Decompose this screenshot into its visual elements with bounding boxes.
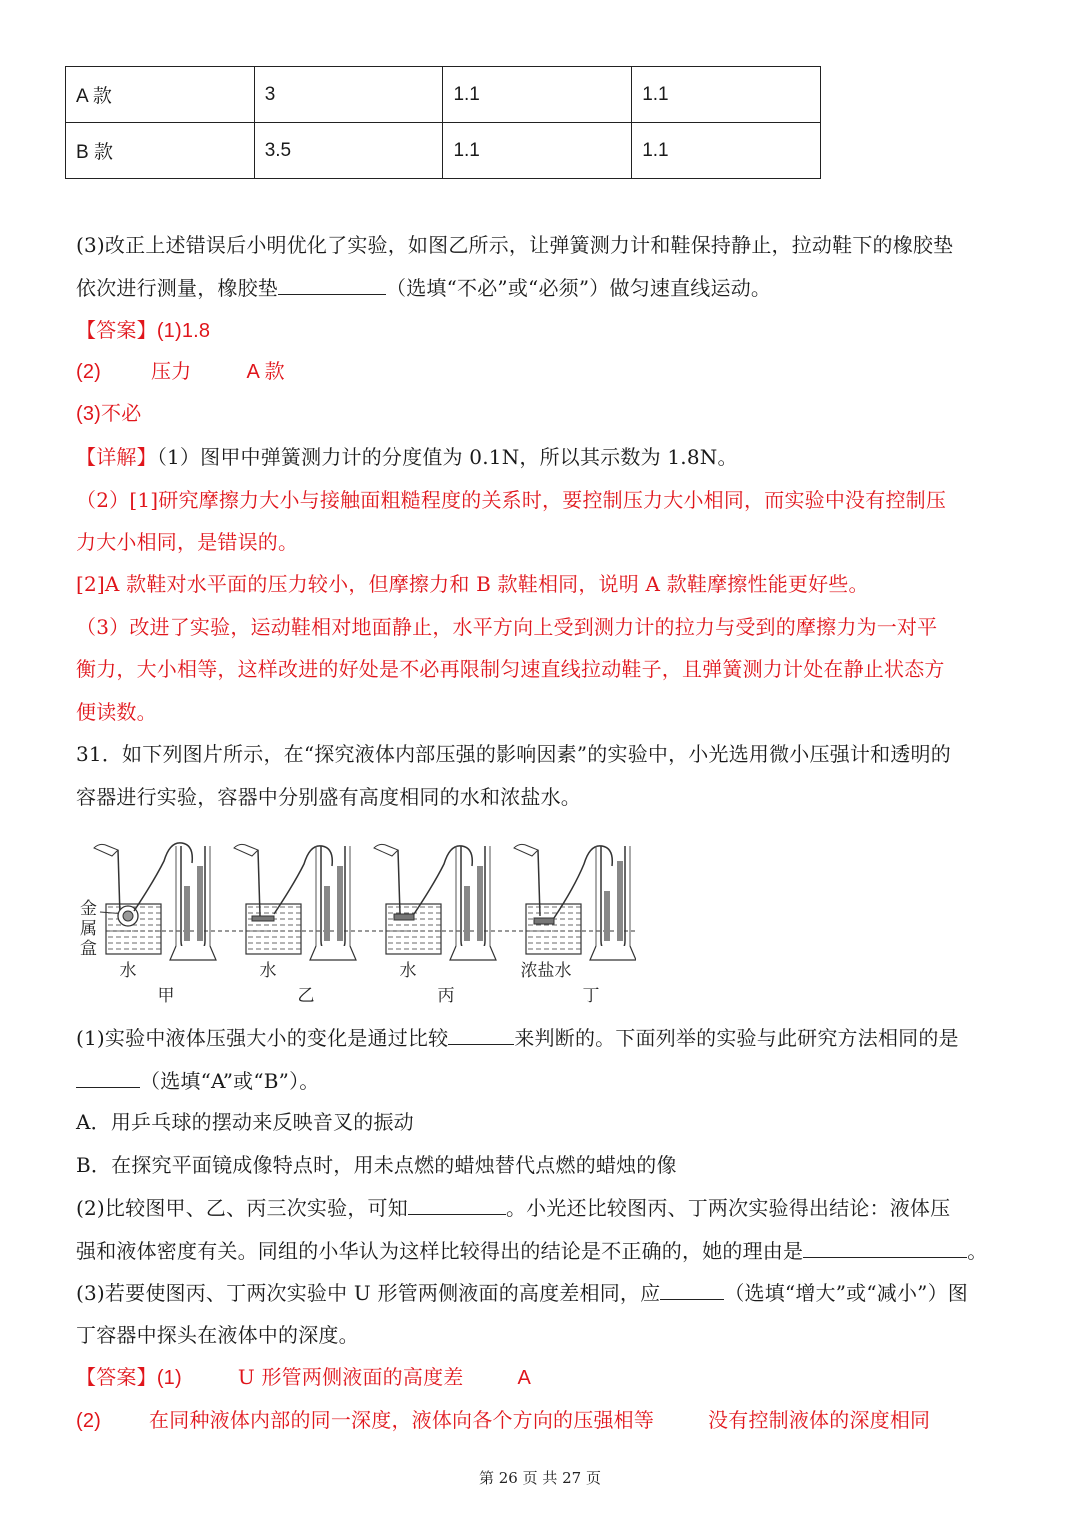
table-row bbox=[66, 123, 821, 179]
q30-detail-2-line3: [2]A 款鞋对水平面的压力较小，但摩擦力和 B 款鞋相同，说明 A 款鞋摩擦性能更好些。 bbox=[76, 572, 869, 596]
answer-num: (1) bbox=[156, 1367, 182, 1389]
q31-option-a: A．用乒乓球的摆动来反映音叉的振动 bbox=[76, 1110, 414, 1134]
q30-detail-2-line1: （2）[1]研究摩擦力大小与接触面粗糙程度的关系时，要控制压力大小相同，而实验中没有控制压 bbox=[76, 488, 947, 512]
q31-text: 。 bbox=[967, 1239, 988, 1263]
answer-num: (2) bbox=[76, 1410, 102, 1432]
q31-text: (2)比较图甲、乙、丙三次实验，可知 bbox=[76, 1196, 408, 1220]
q30-answer-2 bbox=[76, 357, 285, 387]
q31-text: 。小光还比较图丙、丁两次实验得出结论：液体压 bbox=[505, 1196, 951, 1220]
answer-blank bbox=[448, 1022, 514, 1045]
table-cell: A 款 bbox=[66, 67, 255, 123]
detail-tag: 【详解】 bbox=[76, 445, 157, 469]
answer-blank bbox=[660, 1277, 724, 1300]
answer-blank bbox=[408, 1192, 506, 1215]
q31-text: 来判断的。下面列举的实验与此研究方法相同的是 bbox=[514, 1026, 959, 1050]
table-cell: 1.1 bbox=[443, 123, 632, 179]
apparatus-ding bbox=[514, 844, 636, 1006]
table-row bbox=[66, 67, 821, 123]
q31-text: 强和液体密度有关。同组的小华认为这样比较得出的结论是不正确的，她的理由是 bbox=[76, 1239, 804, 1263]
figure-caption: 乙 bbox=[297, 986, 315, 1006]
answer-text: A 款 bbox=[246, 361, 285, 383]
answer-text: (1)1.8 bbox=[156, 320, 211, 342]
answer-blank bbox=[76, 1065, 140, 1088]
liquid-label: 水 bbox=[259, 961, 277, 981]
table-cell: 3 bbox=[254, 67, 443, 123]
liquid-label: 水 bbox=[399, 961, 417, 981]
figure-caption: 丙 bbox=[437, 986, 455, 1006]
q31-intro-line1: 31．如下列图片所示，在“探究液体内部压强的影响因素”的实验中，小光选用微小压强计和透明的 bbox=[76, 742, 951, 766]
q31-part3-line1 bbox=[76, 1277, 968, 1308]
figure-caption: 甲 bbox=[157, 986, 175, 1006]
q30-detail-1 bbox=[76, 442, 738, 472]
apparatus-yi bbox=[234, 844, 356, 1006]
q30-part3-line2 bbox=[76, 272, 771, 303]
q31-part3-line2: 丁容器中探头在液体中的深度。 bbox=[76, 1323, 359, 1347]
apparatus-bing bbox=[374, 844, 496, 1006]
q31-text: (3)若要使图丙、丁两次实验中 U 形管两侧液面的高度差相同，应 bbox=[76, 1281, 661, 1305]
q31-part2-line1 bbox=[76, 1192, 950, 1223]
liquid-label: 浓盐水 bbox=[520, 961, 572, 981]
answer-num: (2) bbox=[76, 361, 102, 383]
q30-detail-2-line2: 力大小相同，是错误的。 bbox=[76, 530, 299, 554]
page-footer: 第 26 页 共 27 页 bbox=[478, 1469, 601, 1487]
q30-answer-1 bbox=[76, 315, 210, 346]
liquid-label: 水 bbox=[119, 961, 137, 981]
table-cell: 1.1 bbox=[632, 67, 821, 123]
q31-answer-1 bbox=[76, 1362, 531, 1393]
q31-answer-2 bbox=[76, 1405, 930, 1436]
metal-box-char: 盒 bbox=[80, 939, 97, 959]
q31-option-b: B．在探究平面镜成像特点时，用未点燃的蜡烛替代点燃的蜡烛的像 bbox=[76, 1153, 677, 1177]
q30-part3-text-b: （选填“不必”或“必须”）做匀速直线运动。 bbox=[386, 276, 772, 300]
answer-tag: 【答案】 bbox=[76, 318, 157, 342]
table-cell: B 款 bbox=[66, 123, 255, 179]
q31-text: (1)实验中液体压强大小的变化是通过比较 bbox=[76, 1026, 449, 1050]
q30-part3-line1: (3)改正上述错误后小明优化了实验，如图乙所示，让弹簧测力计和鞋保持静止，拉动鞋下的橡胶垫 bbox=[76, 233, 954, 257]
metal-box-char: 金 bbox=[80, 899, 97, 919]
q30-answer-3: (3)不必 bbox=[76, 403, 142, 425]
apparatus-jia bbox=[94, 843, 216, 1006]
q31-text: （选填“A”或“B”）。 bbox=[140, 1069, 320, 1093]
q31-part2-line2 bbox=[76, 1235, 987, 1266]
answer-text: 在同种液体内部的同一深度，液体向各个方向的压强相等 bbox=[149, 1408, 655, 1432]
detail-text: （1）图甲中弹簧测力计的分度值为 0.1N，所以其示数为 1.8N。 bbox=[156, 445, 738, 469]
q30-part3-text-a: 依次进行测量，橡胶垫 bbox=[76, 276, 278, 300]
answer-blank bbox=[278, 272, 386, 295]
q30-detail-3-line3: 便读数。 bbox=[76, 700, 157, 724]
answer-text: U 形管两侧液面的高度差 bbox=[237, 1365, 464, 1389]
answer-text: 没有控制液体的深度相同 bbox=[708, 1408, 931, 1432]
answer-tag: 【答案】 bbox=[76, 1365, 157, 1389]
q31-part1-line1 bbox=[76, 1022, 959, 1053]
experiment-figure bbox=[76, 826, 636, 1011]
data-table bbox=[65, 66, 821, 179]
metal-box-label bbox=[80, 899, 102, 959]
table-cell: 1.1 bbox=[632, 123, 821, 179]
table-cell: 1.1 bbox=[443, 67, 632, 123]
q31-text: （选填“增大”或“减小”）图 bbox=[724, 1281, 969, 1305]
q30-detail-3-line2: 衡力，大小相等，这样改进的好处是不必再限制匀速直线拉动鞋子，且弹簧测力计处在静止状态方 bbox=[76, 657, 945, 681]
answer-text: A bbox=[517, 1367, 532, 1389]
answer-blank bbox=[803, 1235, 967, 1258]
figure-caption: 丁 bbox=[582, 986, 600, 1006]
q31-intro-line2: 容器进行实验，容器中分别盛有高度相同的水和浓盐水。 bbox=[76, 785, 581, 809]
answer-text: 压力 bbox=[151, 361, 192, 383]
table-cell: 3.5 bbox=[254, 123, 443, 179]
q31-part1-line2 bbox=[76, 1065, 320, 1096]
q30-detail-3-line1: （3）改进了实验，运动鞋相对地面静止，水平方向上受到测力计的拉力与受到的摩擦力为一对平 bbox=[76, 615, 938, 639]
metal-box-char: 属 bbox=[80, 919, 97, 939]
